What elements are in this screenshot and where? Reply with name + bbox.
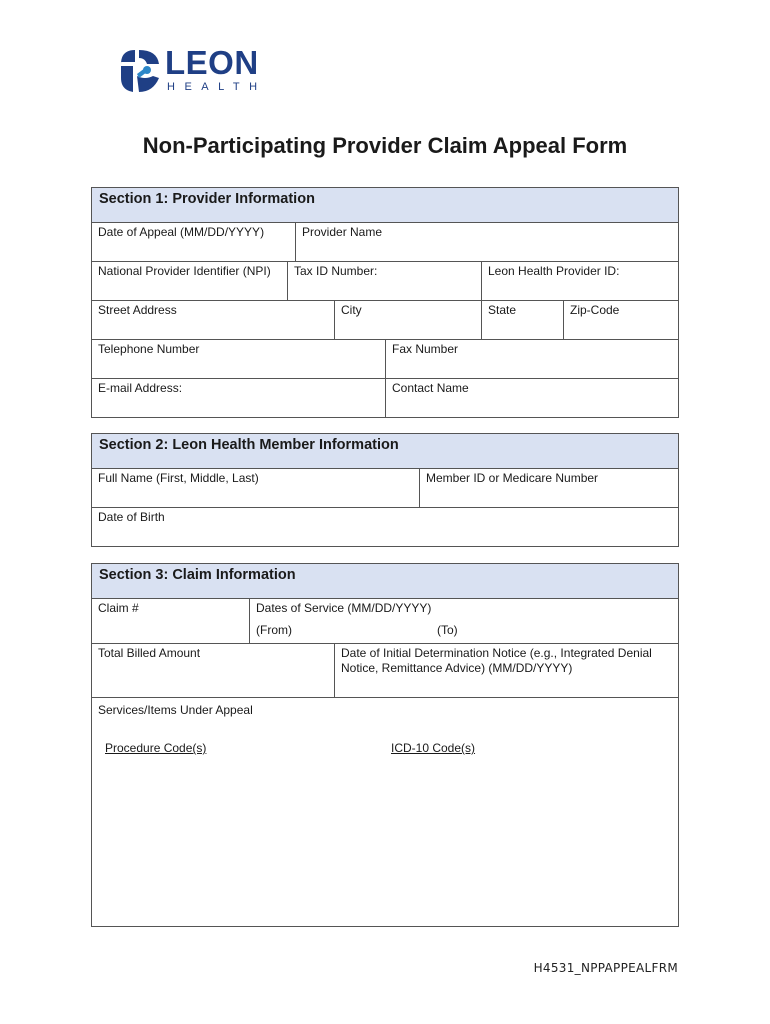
- dates-of-service-field[interactable]: [250, 599, 678, 643]
- zip-code-label: Zip-Code: [570, 303, 620, 317]
- leon-provider-id-field[interactable]: [482, 262, 678, 300]
- npi-label: National Provider Identifier (NPI): [98, 264, 271, 278]
- date-to-label: (To): [437, 623, 458, 637]
- leon-health-logo: [117, 46, 277, 98]
- page-title: Non-Participating Provider Claim Appeal Form: [142, 133, 628, 158]
- claim-number-field[interactable]: [92, 599, 250, 643]
- member-id-field[interactable]: [420, 469, 678, 507]
- npi-field[interactable]: [92, 262, 288, 300]
- date-of-birth-field[interactable]: [92, 508, 678, 546]
- section-2-member-information: [91, 433, 679, 547]
- member-id-label: Member ID or Medicare Number: [426, 471, 599, 485]
- logo-wordmark: LEON: [165, 44, 259, 81]
- logo-cross-icon: [117, 46, 163, 96]
- date-of-birth-label: Date of Birth: [98, 510, 165, 524]
- logo-subtitle: HEALTH: [167, 81, 267, 93]
- email-field[interactable]: [92, 379, 386, 417]
- zip-code-field[interactable]: [564, 301, 678, 339]
- section-1-heading: Section 1: Provider Information: [92, 188, 678, 223]
- full-name-field[interactable]: [92, 469, 420, 507]
- email-label: E-mail Address:: [98, 381, 183, 395]
- fax-label: Fax Number: [392, 342, 459, 356]
- total-billed-amount-label: Total Billed Amount: [98, 646, 201, 660]
- date-of-appeal-label: Date of Appeal (MM/DD/YYYY): [98, 225, 265, 239]
- section-2-heading: Section 2: Leon Health Member Information: [92, 434, 678, 469]
- section-3-heading: Section 3: Claim Information: [92, 564, 678, 599]
- section-1-provider-information: [91, 187, 679, 418]
- initial-determination-date-field[interactable]: [335, 644, 678, 697]
- dates-of-service-label: Dates of Service (MM/DD/YYYY): [256, 601, 432, 615]
- procedure-codes-label: Procedure Code(s): [105, 741, 207, 755]
- fax-field[interactable]: [386, 340, 678, 378]
- tax-id-label: Tax ID Number:: [294, 264, 378, 278]
- tax-id-field[interactable]: [288, 262, 482, 300]
- contact-name-label: Contact Name: [392, 381, 469, 395]
- form-code-footer: H4531_NPPAPPEALFRM: [533, 961, 678, 975]
- section-3-claim-information: [91, 563, 679, 927]
- provider-name-label: Provider Name: [302, 225, 383, 239]
- date-from-label: (From): [256, 623, 292, 637]
- provider-name-field[interactable]: [296, 223, 678, 261]
- street-address-field[interactable]: [92, 301, 335, 339]
- date-of-appeal-field[interactable]: [92, 223, 296, 261]
- full-name-label: Full Name (First, Middle, Last): [98, 471, 259, 485]
- services-under-appeal-field[interactable]: [92, 698, 678, 926]
- city-label: City: [341, 303, 362, 317]
- total-billed-amount-field[interactable]: [92, 644, 335, 697]
- telephone-label: Telephone Number: [98, 342, 200, 356]
- contact-name-field[interactable]: [386, 379, 678, 417]
- icd10-codes-label: ICD-10 Code(s): [391, 741, 476, 755]
- city-field[interactable]: [335, 301, 482, 339]
- initial-determination-date-label: Date of Initial Determination Notice (e.g., Integrated Denial Notice, Remittance Advice) (MM/DD/YYYY): [341, 646, 652, 675]
- leon-provider-id-label: Leon Health Provider ID:: [488, 264, 620, 278]
- services-under-appeal-label: Services/Items Under Appeal: [98, 703, 253, 717]
- state-field[interactable]: [482, 301, 564, 339]
- street-address-label: Street Address: [98, 303, 177, 317]
- telephone-field[interactable]: [92, 340, 386, 378]
- claim-number-label: Claim #: [98, 601, 139, 615]
- state-label: State: [488, 303, 517, 317]
